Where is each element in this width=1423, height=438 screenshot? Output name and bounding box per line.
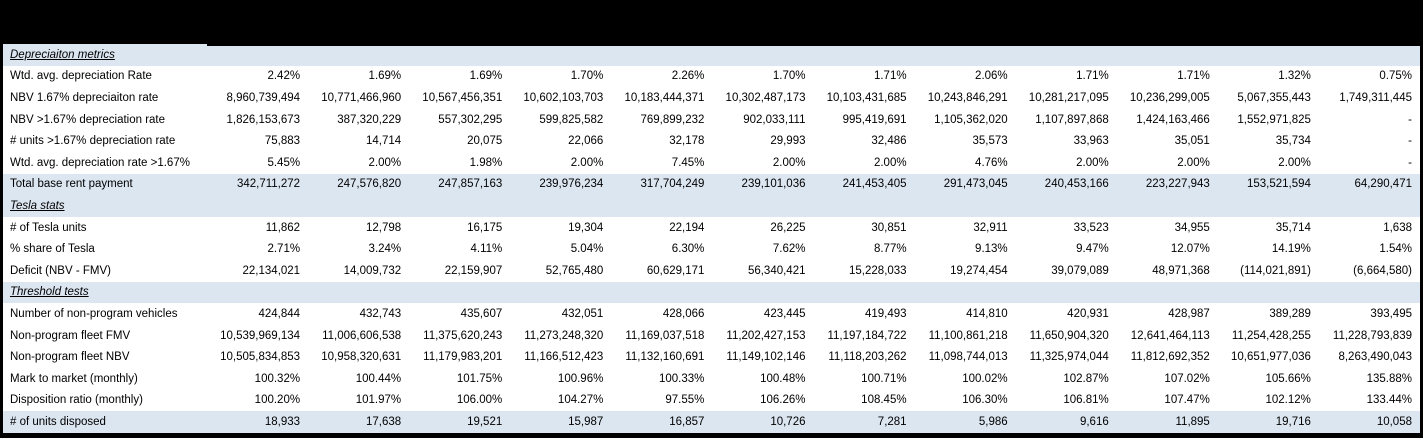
cell[interactable]: 8,263,490,043 — [1338, 351, 1412, 364]
cell[interactable]: 101.75% — [456, 372, 503, 385]
row-label[interactable]: # of units disposed — [10, 415, 106, 428]
cell[interactable]: 1.32% — [1278, 70, 1311, 83]
section-header-row — [3, 282, 1420, 304]
cell[interactable]: 10,058 — [1376, 415, 1412, 428]
row-label[interactable]: NBV 1.67% depreciaiton rate — [10, 91, 159, 104]
section-title[interactable]: Threshold tests — [10, 286, 89, 299]
section-header-row — [3, 195, 1420, 217]
cell[interactable]: 2.00% — [570, 156, 604, 169]
cell[interactable]: 5,986 — [978, 415, 1008, 428]
cell[interactable]: 19,274,454 — [950, 264, 1008, 277]
table-row — [3, 217, 1420, 239]
cell[interactable]: 34,955 — [1174, 221, 1210, 234]
cell[interactable]: 32,486 — [871, 135, 907, 148]
cell[interactable]: 100.32% — [254, 372, 301, 385]
cell[interactable]: 10,602,103,703 — [523, 91, 604, 104]
cell[interactable]: 11,100,861,218 — [928, 329, 1008, 342]
cell[interactable]: 35,051 — [1174, 135, 1210, 148]
cell[interactable]: 2.00% — [772, 156, 806, 169]
cell[interactable]: 101.97% — [355, 394, 402, 407]
cell[interactable]: 19,521 — [467, 415, 503, 428]
cell[interactable]: 14.19% — [1271, 243, 1311, 256]
cell[interactable]: 389,289 — [1269, 307, 1311, 320]
rows-container — [3, 44, 1420, 433]
section-title[interactable]: Tesla stats — [10, 199, 65, 212]
cell[interactable]: 4.11% — [470, 243, 503, 256]
cell[interactable]: 11,228,793,839 — [1332, 329, 1412, 342]
cell[interactable]: 107.47% — [1164, 394, 1210, 407]
cell[interactable]: 107.02% — [1164, 372, 1210, 385]
cell[interactable]: (6,664,580) — [1353, 264, 1412, 277]
cell[interactable]: 22,159,907 — [444, 264, 503, 277]
cell[interactable]: 5,067,355,443 — [1237, 91, 1311, 104]
cell[interactable]: 20,075 — [467, 135, 503, 148]
cell[interactable]: 11,862 — [265, 221, 301, 234]
row-label[interactable]: # of Tesla units — [10, 221, 87, 234]
table-row — [3, 66, 1420, 88]
cell[interactable]: 22,134,021 — [242, 264, 301, 277]
cell[interactable]: 106.26% — [760, 394, 806, 407]
cell[interactable]: 106.30% — [962, 394, 1008, 407]
table-row — [3, 368, 1420, 390]
cell[interactable]: 291,473,045 — [943, 178, 1008, 191]
cell[interactable]: 12,641,464,113 — [1130, 329, 1210, 342]
cell[interactable]: 11,812,692,352 — [1130, 351, 1210, 364]
header-row[interactable] — [3, 0, 1420, 44]
cell[interactable]: 35,573 — [972, 135, 1008, 148]
cell[interactable]: 769,899,232 — [640, 113, 705, 126]
cell[interactable]: 247,576,820 — [337, 178, 402, 191]
cell[interactable]: 10,183,444,371 — [624, 91, 705, 104]
cell[interactable]: 342,711,272 — [236, 178, 301, 191]
cell[interactable]: 7.62% — [772, 243, 806, 256]
cell[interactable]: 7.45% — [671, 156, 705, 169]
table-row — [3, 87, 1420, 109]
cell[interactable]: 8,960,739,494 — [226, 91, 301, 104]
cell[interactable]: 104.27% — [557, 394, 604, 407]
cell[interactable]: 100.48% — [760, 372, 806, 385]
cell[interactable]: 432,743 — [359, 307, 402, 320]
cell[interactable]: 22,066 — [568, 135, 604, 148]
cell[interactable]: 241,453,405 — [842, 178, 907, 191]
cell[interactable]: 11,202,427,153 — [726, 329, 806, 342]
cell[interactable]: 1,107,897,868 — [1035, 113, 1109, 126]
cell[interactable]: 10,771,466,960 — [321, 91, 402, 104]
cell[interactable]: 8.77% — [873, 243, 907, 256]
cell[interactable]: 0.75% — [1379, 70, 1412, 83]
cell[interactable]: 11,254,428,255 — [1231, 329, 1311, 342]
cell[interactable]: 1.98% — [469, 156, 503, 169]
cell[interactable]: 5.45% — [267, 156, 301, 169]
cell[interactable]: 11,149,102,146 — [726, 351, 806, 364]
cell[interactable]: 102.87% — [1063, 372, 1109, 385]
cell[interactable]: 22,194 — [669, 221, 705, 234]
cell[interactable]: - — [1408, 113, 1412, 126]
cell[interactable]: 15,987 — [568, 415, 604, 428]
table-row — [3, 238, 1420, 260]
cell[interactable]: 1,826,153,673 — [226, 113, 301, 126]
cell[interactable]: 2.00% — [368, 156, 402, 169]
cell[interactable]: 60,629,171 — [646, 264, 705, 277]
cell[interactable]: 10,726 — [770, 415, 806, 428]
header-step-fill — [207, 44, 1420, 46]
cell[interactable]: 1.70% — [570, 70, 604, 83]
cell[interactable]: 10,302,487,173 — [725, 91, 806, 104]
row-label[interactable]: # units >1.67% depreciation rate — [10, 135, 176, 148]
cell[interactable]: 419,493 — [865, 307, 907, 320]
cell[interactable]: 10,958,320,631 — [321, 351, 402, 364]
cell[interactable]: (114,021,891) — [1240, 264, 1311, 277]
table-row — [3, 260, 1420, 282]
cell[interactable]: 1.54% — [1379, 243, 1412, 256]
row-label[interactable]: Wtd. avg. depreciation rate >1.67% — [10, 156, 190, 169]
cell[interactable]: 102.12% — [1265, 394, 1311, 407]
section-header-row — [3, 44, 1420, 66]
cell[interactable]: 10,567,456,351 — [422, 91, 503, 104]
cell[interactable]: 239,976,234 — [539, 178, 604, 191]
row-label[interactable]: Deficit (NBV - FMV) — [10, 264, 111, 277]
cell[interactable]: 1.70% — [772, 70, 806, 83]
cell[interactable]: 1,749,311,445 — [1339, 91, 1412, 104]
cell[interactable]: - — [1408, 135, 1412, 148]
cell[interactable]: 424,844 — [258, 307, 301, 320]
cell[interactable]: 56,340,421 — [747, 264, 806, 277]
cell[interactable]: 4.76% — [975, 156, 1008, 169]
cell[interactable]: 239,101,036 — [741, 178, 806, 191]
cell[interactable]: 5.04% — [570, 243, 604, 256]
cell[interactable]: 2.00% — [873, 156, 907, 169]
cell[interactable]: 414,810 — [966, 307, 1008, 320]
cell[interactable]: 1.71% — [1076, 70, 1109, 83]
cell[interactable]: 423,445 — [763, 307, 806, 320]
cell[interactable]: 1.71% — [873, 70, 907, 83]
table-row — [3, 303, 1420, 325]
cell[interactable]: 2.06% — [975, 70, 1008, 83]
cell[interactable]: 11,166,512,423 — [524, 351, 604, 364]
cell[interactable]: 10,243,846,291 — [927, 91, 1008, 104]
cell[interactable]: 100.02% — [962, 372, 1008, 385]
cell[interactable]: 11,650,904,320 — [1029, 329, 1109, 342]
cell[interactable]: 106.00% — [456, 394, 503, 407]
cell[interactable]: 317,704,249 — [640, 178, 705, 191]
cell[interactable]: 11,179,983,201 — [423, 351, 503, 364]
cell[interactable]: 11,375,620,243 — [423, 329, 503, 342]
cell[interactable]: 39,079,089 — [1051, 264, 1109, 277]
table-row — [3, 325, 1420, 347]
cell[interactable]: 11,006,606,538 — [322, 329, 402, 342]
cell[interactable]: 1,552,971,825 — [1237, 113, 1311, 126]
cell[interactable]: 97.55% — [665, 394, 705, 407]
cell[interactable]: 10,236,299,005 — [1129, 91, 1210, 104]
cell[interactable]: 105.66% — [1265, 372, 1311, 385]
cell[interactable]: 10,651,977,036 — [1230, 351, 1311, 364]
cell[interactable]: 108.45% — [861, 394, 907, 407]
cell[interactable]: 2.42% — [267, 70, 301, 83]
cell[interactable]: 14,009,732 — [343, 264, 402, 277]
cell[interactable]: 64,290,471 — [1354, 178, 1412, 191]
cell[interactable]: 2.26% — [671, 70, 705, 83]
cell[interactable]: 995,419,691 — [842, 113, 907, 126]
cell[interactable]: 17,638 — [365, 415, 402, 428]
cell[interactable]: 11,098,744,013 — [928, 351, 1008, 364]
cell[interactable]: 2.00% — [1278, 156, 1311, 169]
cell[interactable]: 11,895 — [1175, 415, 1210, 428]
cell[interactable]: 393,495 — [1370, 307, 1412, 320]
table-row — [3, 109, 1420, 131]
cell[interactable]: 14,714 — [365, 135, 402, 148]
cell[interactable]: 32,911 — [973, 221, 1008, 234]
cell[interactable]: 9,616 — [1079, 415, 1109, 428]
cell[interactable]: 52,765,480 — [545, 264, 604, 277]
table-row — [3, 346, 1420, 368]
cell[interactable]: 1.69% — [368, 70, 402, 83]
cell[interactable]: 153,521,594 — [1246, 178, 1311, 191]
cell[interactable]: 35,734 — [1275, 135, 1311, 148]
cell[interactable]: 100.33% — [659, 372, 705, 385]
cell[interactable]: 106.81% — [1063, 394, 1109, 407]
table-row — [3, 174, 1420, 196]
row-label[interactable]: Mark to market (monthly) — [10, 372, 138, 385]
cell[interactable]: 247,857,163 — [438, 178, 503, 191]
cell[interactable]: 599,825,582 — [539, 113, 604, 126]
cell[interactable]: 30,851 — [871, 221, 907, 234]
cell[interactable]: 2.00% — [1177, 156, 1210, 169]
row-label[interactable]: Total base rent payment — [10, 178, 133, 191]
cell[interactable]: 3.24% — [368, 243, 402, 256]
cell[interactable]: 9.13% — [975, 243, 1008, 256]
section-title[interactable]: Depreciaiton metrics — [10, 48, 115, 61]
cell[interactable]: 6.30% — [671, 243, 705, 256]
cell[interactable]: 2.00% — [1076, 156, 1109, 169]
cell[interactable]: 10,281,217,095 — [1028, 91, 1109, 104]
cell[interactable]: 32,178 — [669, 135, 705, 148]
cell[interactable]: 11,118,203,262 — [828, 351, 907, 364]
cell[interactable]: 10,539,969,134 — [220, 329, 301, 342]
cell[interactable]: 10,103,431,685 — [826, 91, 907, 104]
cell[interactable]: 100.71% — [861, 372, 907, 385]
cell[interactable]: 33,523 — [1073, 221, 1109, 234]
cell[interactable]: 35,714 — [1275, 221, 1311, 234]
cell[interactable]: 48,971,368 — [1152, 264, 1210, 277]
cell[interactable]: 420,931 — [1067, 307, 1109, 320]
cell[interactable]: 432,051 — [561, 307, 604, 320]
row-label[interactable]: NBV >1.67% depreciation rate — [10, 113, 166, 126]
cell[interactable]: 11,273,248,320 — [524, 329, 604, 342]
row-label[interactable]: Non-program fleet NBV — [10, 351, 130, 364]
cell[interactable]: 435,607 — [460, 307, 503, 320]
row-label[interactable]: Non-program fleet FMV — [10, 329, 131, 342]
cell[interactable]: 1.71% — [1177, 70, 1210, 83]
cell[interactable]: 428,066 — [662, 307, 705, 320]
row-label[interactable]: Disposition ratio (monthly) — [10, 394, 143, 407]
cell[interactable]: 18,933 — [264, 415, 301, 428]
row-label[interactable]: Wtd. avg. depreciation Rate — [10, 70, 152, 83]
cell[interactable]: 12,798 — [365, 221, 402, 234]
cell[interactable]: 1,424,163,466 — [1136, 113, 1210, 126]
cell[interactable]: 33,963 — [1073, 135, 1109, 148]
row-label[interactable]: Number of non-program vehicles — [10, 307, 178, 320]
cell[interactable]: 223,227,943 — [1145, 178, 1210, 191]
cell[interactable]: 557,302,295 — [438, 113, 503, 126]
cell[interactable]: 7,281 — [877, 415, 907, 428]
cell[interactable]: 15,228,033 — [849, 264, 907, 277]
cell[interactable]: 135.88% — [1366, 372, 1412, 385]
cell[interactable]: 100.44% — [355, 372, 402, 385]
cell[interactable]: 1.69% — [469, 70, 503, 83]
cell[interactable]: 2.71% — [267, 243, 301, 256]
cell[interactable]: 16,175 — [467, 221, 503, 234]
cell[interactable]: 10,505,834,853 — [220, 351, 301, 364]
cell[interactable]: 16,857 — [669, 415, 705, 428]
cell[interactable]: 19,716 — [1275, 415, 1311, 428]
cell[interactable]: 100.96% — [557, 372, 604, 385]
cell[interactable]: 11,169,037,518 — [625, 329, 705, 342]
cell[interactable]: 11,132,160,691 — [625, 351, 705, 364]
table-row — [3, 130, 1420, 152]
table-row — [3, 390, 1420, 412]
cell[interactable]: 133.44% — [1366, 394, 1412, 407]
row-label[interactable]: % share of Tesla — [10, 243, 95, 256]
cell[interactable]: 26,225 — [770, 221, 806, 234]
cell[interactable]: 75,883 — [264, 135, 301, 148]
cell[interactable]: 11,325,974,044 — [1029, 351, 1109, 364]
table-row — [3, 152, 1420, 174]
cell[interactable]: 428,987 — [1168, 307, 1210, 320]
cell[interactable]: 100.20% — [254, 394, 301, 407]
cell[interactable]: 902,033,111 — [743, 113, 806, 126]
cell[interactable]: 387,320,229 — [337, 113, 402, 126]
cell[interactable]: 1,105,362,020 — [934, 113, 1008, 126]
cell[interactable]: - — [1408, 156, 1412, 169]
cell[interactable]: 11,197,184,722 — [827, 329, 907, 342]
cell[interactable]: 19,304 — [568, 221, 604, 234]
table-row — [3, 411, 1420, 433]
cell[interactable]: 9.47% — [1076, 243, 1109, 256]
cell[interactable]: 29,993 — [770, 135, 806, 148]
cell[interactable]: 240,453,166 — [1044, 178, 1109, 191]
cell[interactable]: 1,638 — [1383, 221, 1412, 234]
cell[interactable]: 12.07% — [1170, 243, 1210, 256]
